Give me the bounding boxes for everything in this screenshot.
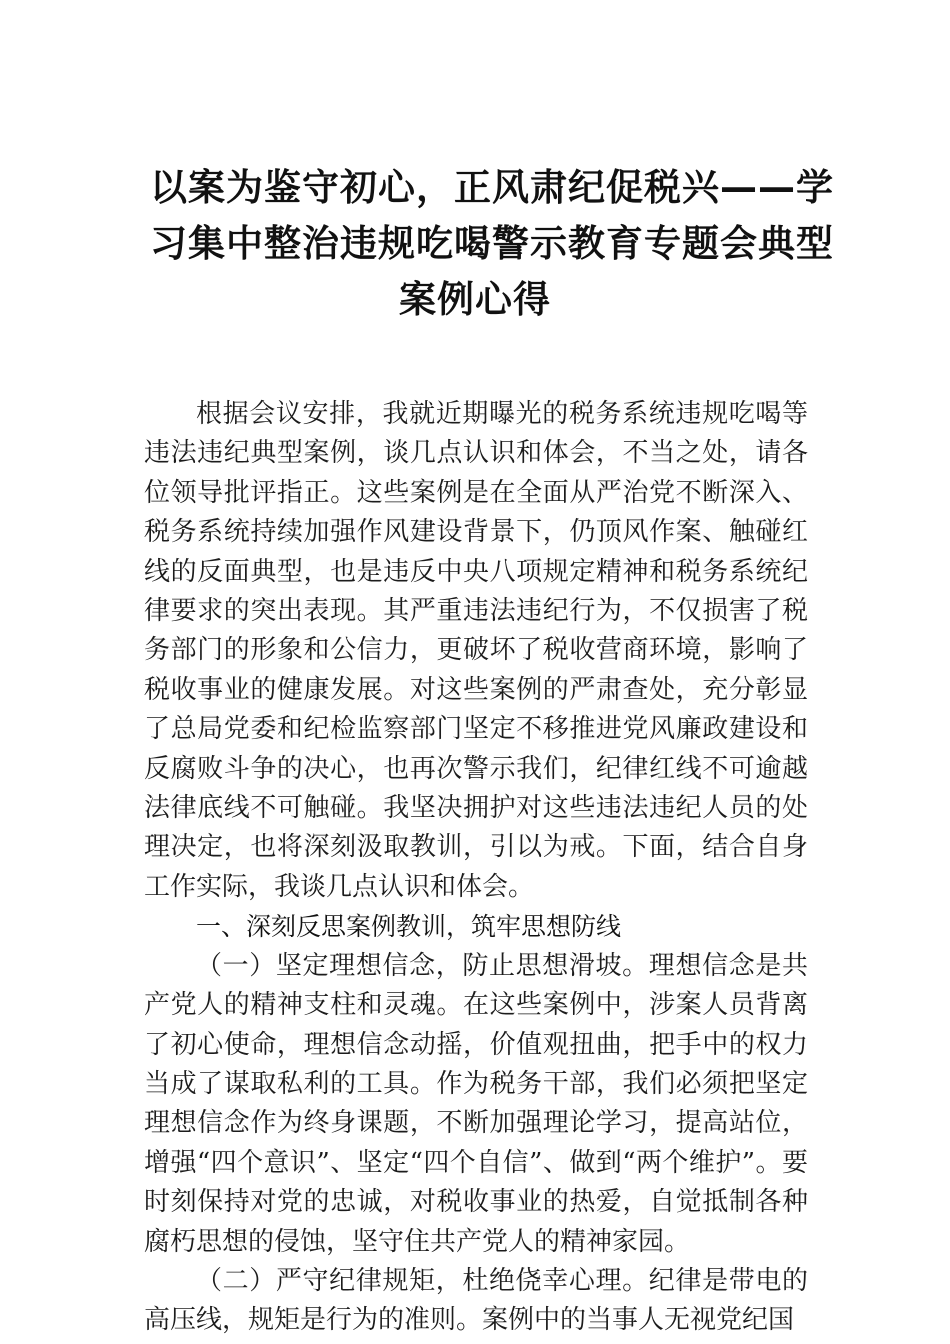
- section-heading: 一、深刻反思案例教训，筑牢思想防线: [196, 912, 622, 942]
- sub-paragraph-2: （二）严守纪律规矩，杜绝侥幸心理。纪律是带电的高压线，规矩是行为的准则。案例中的当事人无视党纪国: [144, 1265, 808, 1336]
- sub-paragraph-1: （一）坚定理想信念，防止思想滑坡。理想信念是共产党人的精神支柱和灵魂。在这些案例中，涉案人员背离了初心使命，理想信念动摇，价值观扭曲，把手中的权力当成了谋取私利的工具。作为税务干部，我们必须把坚定理想信念作为终身课题，不断加强理论学习，提高站位，增强“四个意识”、坚定“四个自信”、做到“两个维护”。要时刻保持对党的忠诚，对税收事业的热爱，自觉抵制各种腐朽思想的侵蚀，坚守住共产党人的精神家园。: [144, 950, 808, 1257]
- title-line-1: 以案为鉴守初心，正风肃纪促税兴——学: [150, 166, 834, 209]
- title-line-2: 习集中整治违规吃喝警示教育专题会典型: [150, 222, 834, 265]
- document-title: [150, 160, 834, 328]
- intro-paragraph: 根据会议安排，我就近期曝光的税务系统违规吃喝等违法违纪典型案例，谈几点认识和体会，不当之处，请各位领导批评指正。这些案例是在全面从严治党不断深入、税务系统持续加强作风建设背景下，仍顶风作案、触碰红线的反面典型，也是违反中央八项规定精神和税务系统纪律要求的突出表现。其严重违法违纪行为，不仅损害了税务部门的形象和公信力，更破坏了税收营商环境，影响了税收事业的健康发展。对这些案例的严肃查处，充分彰显了总局党委和纪检监察部门坚定不移推进党风廉政建设和反腐败斗争的决心，也再次警示我们，纪律红线不可逾越法律底线不可触碰。我坚决拥护对这些违法违纪人员的处理决定，也将深刻汲取教训，引以为戒。下面，结合自身工作实际，我谈几点认识和体会。: [144, 399, 808, 902]
- document-body: [144, 395, 808, 1341]
- title-line-3: 案例心得: [399, 278, 551, 321]
